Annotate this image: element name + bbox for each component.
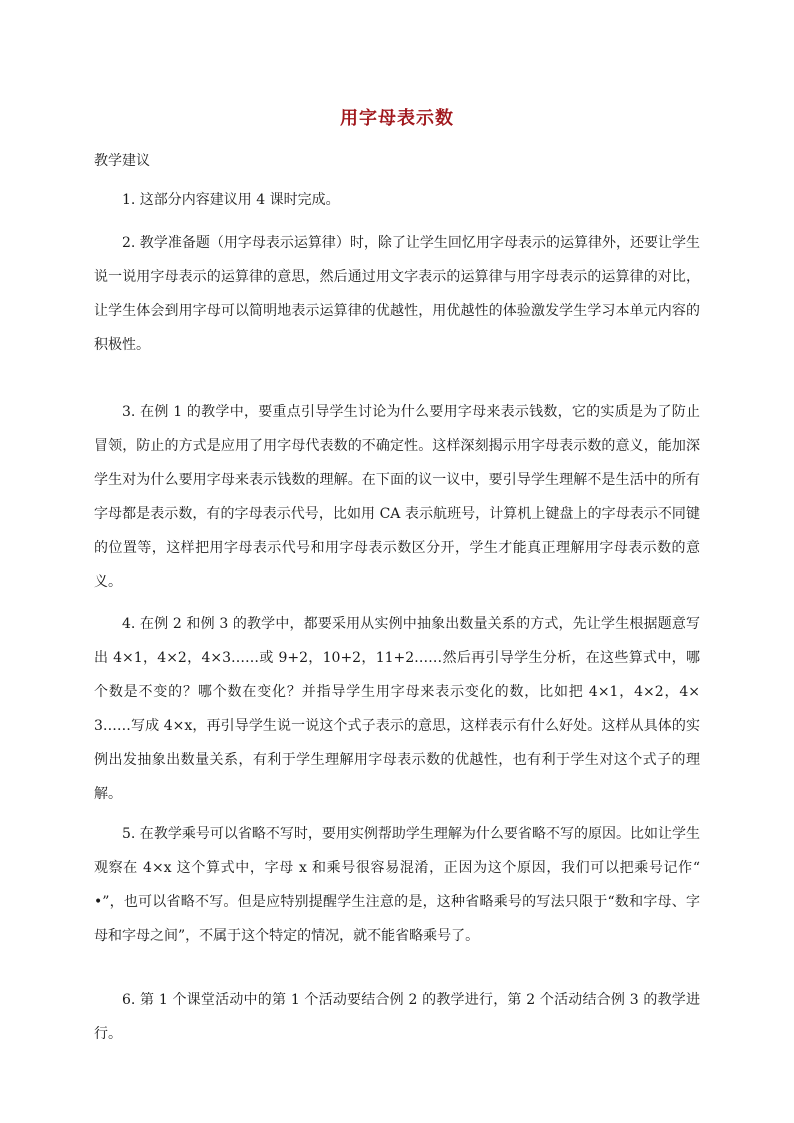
paragraph-2: 2. 教学准备题（用字母表示运算律）时，除了让学生回忆用字母表示的运算律外，还要让学生说一说用字母表示的运算律的意思，然后通过用文字表示的运算律与用字母表示的运算律的对比，让学生体会到用字母可以简明地表示运算律的优越性，用优越性的体验激发学生学习本单元内容的积极性。 xyxy=(94,235,700,353)
paragraph-4: 4. 在例 2 和例 3 的教学中，都要采用从实例中抽象出数量关系的方式，先让学生根据题意写出 4×1，4×2，4×3……或 9+2，10+2，11+2……然后再引导学生分析，在这些算式中，哪个数是不变的？哪个数在变化？并指导学生用字母来表示变化的数，比如把 4×1，4×2，4×3……写成 4×x，再引导学生说一说这个式子表示的意思，这样表示有什么好处。这样从具体的实例出发抽象出数量关系，有利于学生理解用字母表示数的优越性，也有利于学生对这个式子的理解。 xyxy=(94,616,700,802)
paragraph-3: 3. 在例 1 的教学中，要重点引导学生讨论为什么要用字母来表示钱数，它的实质是为了防止冒领，防止的方式是应用了用字母代表数的不确定性。这样深刻揭示用字母表示数的意义，能加深学生对为什么要用字母来表示钱数的理解。在下面的议一议中，要引导学生理解不是生活中的所有字母都是表示数，有的字母表示代号，比如用 CA 表示航班号，计算机上键盘上的字母表示不同键的位置等，这样把用字母表示代号和用字母表示数区分开，学生才能真正理解用字母表示数的意义。 xyxy=(94,404,700,590)
paragraph-6: 6. 第 1 个课堂活动中的第 1 个活动要结合例 2 的教学进行，第 2 个活动结合例 3 的教学进行。 xyxy=(94,992,700,1042)
paragraph-1: 1. 这部分内容建议用 4 课时完成。 xyxy=(122,192,340,208)
paragraph-5: 5. 在教学乘号可以省略不写时，要用实例帮助学生理解为什么要省略不写的原因。比如让学生观察在 4×x 这个算式中，字母 x 和乘号很容易混淆，正因为这个原因，我们可以把乘号记作“ •”，也可以省略不写。但是应特别提醒学生注意的是，这种省略乘号的写法只限于“数和字母、字母和字母之间”，不属于这个特定的情况，就不能省略乘号了。 xyxy=(94,826,700,944)
page-title: 用字母表示数 xyxy=(340,108,454,129)
section-heading: 教学建议 xyxy=(94,153,150,169)
